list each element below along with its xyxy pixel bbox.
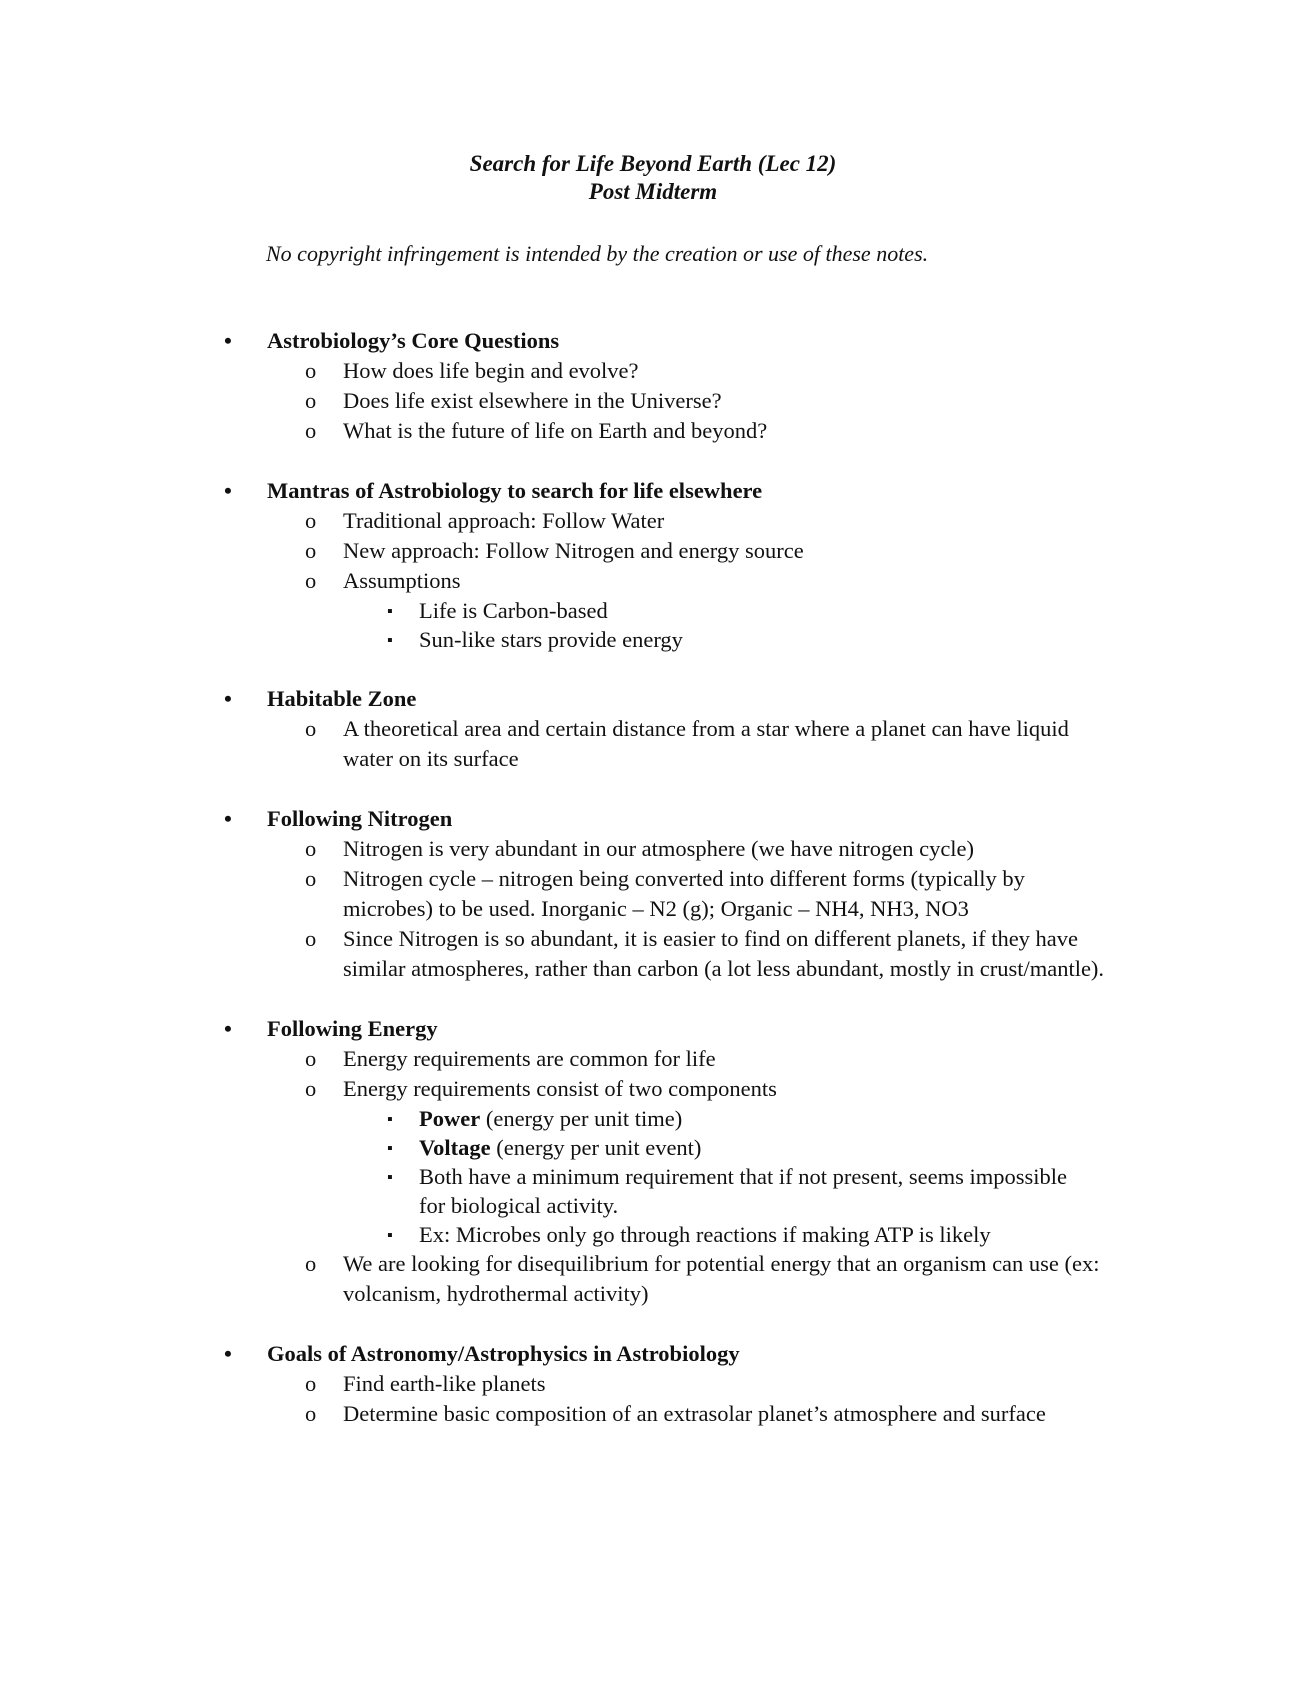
square-bullet-icon: ▪ xyxy=(387,1227,393,1244)
list-item: o Nitrogen cycle – nitrogen being converted into different forms (typically by microbes) to be used. Inorganic – N2 (g); Organic – NH4, NH3, NO3 xyxy=(305,866,1025,921)
list-item: o Does life exist elsewhere in the Universe? xyxy=(0,386,1113,416)
circle-bullet-icon: o xyxy=(305,1401,317,1426)
bullet-icon: • xyxy=(224,478,232,503)
sub-list-item: ▪ Ex: Microbes only go through reactions if making ATP is likely xyxy=(0,1220,1079,1249)
circle-bullet-icon: o xyxy=(305,1046,317,1071)
section-heading: • Astrobiology’s Core Questions xyxy=(0,326,1306,356)
circle-bullet-icon: o xyxy=(305,836,317,861)
page-title: Search for Life Beyond Earth (Lec 12) xyxy=(469,151,837,176)
section-heading: • Mantras of Astrobiology to search for life elsewhere xyxy=(0,476,1306,506)
circle-bullet-icon: o xyxy=(305,418,317,443)
sub-list-item: ▪ Both have a minimum requirement that if not present, seems impossible for biological activity. xyxy=(387,1164,1067,1218)
section-mantras xyxy=(0,476,1306,654)
section-heading: • Following Nitrogen xyxy=(0,804,1306,834)
section-goals-astronomy xyxy=(0,1339,1306,1429)
section-habitable-zone xyxy=(0,684,1306,774)
list-item: o Find earth-like planets xyxy=(0,1369,1113,1399)
circle-bullet-icon: o xyxy=(305,538,317,563)
square-bullet-icon: ▪ xyxy=(387,1140,393,1157)
circle-bullet-icon: o xyxy=(305,926,317,951)
square-bullet-icon: ▪ xyxy=(387,1111,393,1128)
list-item: o A theoretical area and certain distance from a star where a planet can have liquid water on its surface xyxy=(305,716,1069,771)
square-bullet-icon: ▪ xyxy=(387,603,393,620)
bullet-icon: • xyxy=(224,1016,232,1041)
section-heading: • Goals of Astronomy/Astrophysics in Astrobiology xyxy=(0,1339,1306,1369)
list-item: o Assumptions xyxy=(0,566,1113,596)
section-heading: • Habitable Zone xyxy=(0,684,1306,714)
circle-bullet-icon: o xyxy=(305,716,317,741)
circle-bullet-icon: o xyxy=(305,388,317,413)
circle-bullet-icon: o xyxy=(305,358,317,383)
notes-content xyxy=(0,326,1306,1459)
list-item: o What is the future of life on Earth and beyond? xyxy=(0,416,1113,446)
list-item: o How does life begin and evolve? xyxy=(0,356,1113,386)
circle-bullet-icon: o xyxy=(305,866,317,891)
list-item: o Energy requirements are common for life xyxy=(0,1044,1113,1074)
disclaimer: No copyright infringement is intended by the creation or use of these notes. xyxy=(266,241,929,266)
square-bullet-icon: ▪ xyxy=(387,632,393,649)
list-item: o Determine basic composition of an extrasolar planet’s atmosphere and surface xyxy=(0,1399,1113,1429)
list-item: o We are looking for disequilibrium for potential energy that an organism can use (ex: volcanism, hydrothermal activity) xyxy=(305,1251,1100,1306)
list-item: o Nitrogen is very abundant in our atmosphere (we have nitrogen cycle) xyxy=(0,834,1113,864)
section-core-questions xyxy=(0,326,1306,446)
bullet-icon: • xyxy=(224,328,232,353)
list-item: o Since Nitrogen is so abundant, it is easier to find on different planets, if they have similar atmospheres, rather than carbon (a lot less abundant, mostly in crust/mantle). xyxy=(305,926,1105,981)
title-block xyxy=(0,150,1306,206)
sub-list-item: ▪ Life is Carbon-based xyxy=(0,596,1079,625)
circle-bullet-icon: o xyxy=(305,1251,317,1276)
sub-list-item: ▪ Sun-like stars provide energy xyxy=(0,625,1079,654)
page-subtitle: Post Midterm xyxy=(588,179,718,204)
list-item: o Energy requirements consist of two components xyxy=(0,1074,1113,1104)
square-bullet-icon: ▪ xyxy=(387,1169,393,1186)
circle-bullet-icon: o xyxy=(305,508,317,533)
list-item: o Traditional approach: Follow Water xyxy=(0,506,1113,536)
section-heading: • Following Energy xyxy=(0,1014,1306,1044)
sub-list-item: ▪ Voltage (energy per unit event) xyxy=(0,1133,1079,1162)
list-item: o New approach: Follow Nitrogen and energy source xyxy=(0,536,1113,566)
bullet-icon: • xyxy=(224,1341,232,1366)
section-following-nitrogen xyxy=(0,804,1306,984)
circle-bullet-icon: o xyxy=(305,568,317,593)
bullet-icon: • xyxy=(224,686,232,711)
circle-bullet-icon: o xyxy=(305,1076,317,1101)
bullet-icon: • xyxy=(224,806,232,831)
section-following-energy xyxy=(0,1014,1306,1309)
sub-list-item: ▪ Power (energy per unit time) xyxy=(0,1104,1079,1133)
circle-bullet-icon: o xyxy=(305,1371,317,1396)
